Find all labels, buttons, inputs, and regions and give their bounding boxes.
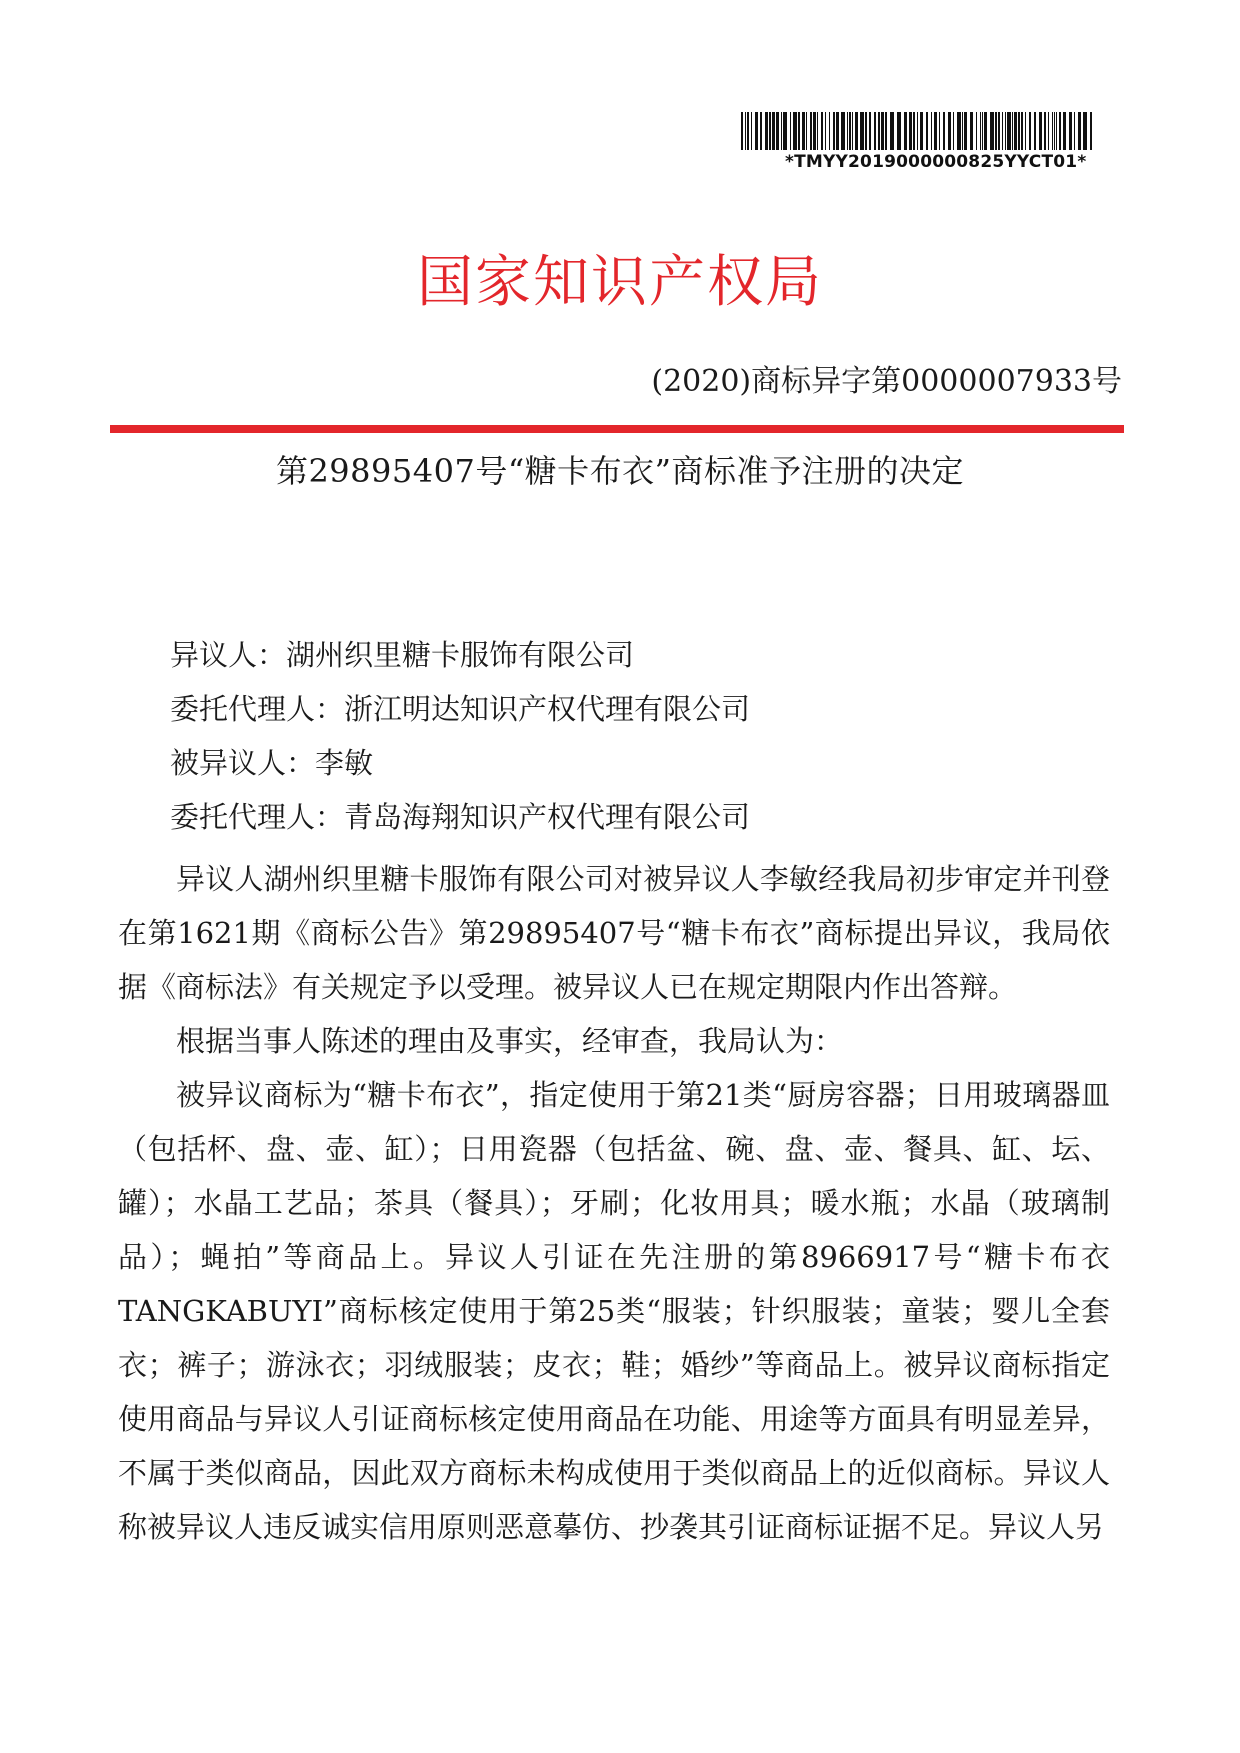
barcode-block bbox=[735, 112, 1105, 172]
party-opponent: 异议人：湖州织里糖卡服饰有限公司 bbox=[170, 638, 635, 672]
party-list bbox=[170, 638, 750, 854]
party-respondent: 被异议人：李敏 bbox=[170, 746, 374, 780]
barcode-code-text: *TMYY2019000000825YYCT01* bbox=[785, 152, 1087, 172]
party-opponent-agent: 委托代理人：浙江明达知识产权代理有限公司 bbox=[170, 692, 751, 726]
header-red-divider bbox=[110, 425, 1124, 433]
agency-name: 国家知识产权局 bbox=[417, 250, 823, 315]
party-respondent-agent: 委托代理人：青岛海翔知识产权代理有限公司 bbox=[170, 800, 751, 834]
paragraph-case-background: 异议人湖州织里糖卡服饰有限公司对被异议人李敏经我局初步审定并刊登在第1621期《商标公告》第29895407号“糖卡布衣”商标提出异议，我局依据《商标法》有关规定予以受理。被异议人已在规定期限内作出答辩。 bbox=[118, 862, 1110, 1004]
decision-body bbox=[118, 852, 1110, 1554]
barcode-image bbox=[741, 112, 1093, 150]
paragraph-analysis: 被异议商标为“糖卡布衣”，指定使用于第21类“厨房容器；日用玻璃器皿（包括杯、盘、壶、缸）；日用瓷器（包括盆、碗、盘、壶、餐具、缸、坛、罐）；水晶工艺品；茶具（餐具）；牙刷；化妆用具；暖水瓶；水晶（玻璃制品）；蝇拍”等商品上。异议人引证在先注册的第8966917号“糖卡布衣TANGKABUYI”商标核定使用于第25类“服装；针织服装；童装；婴儿全套衣；裤子；游泳衣；羽绒服装；皮衣；鞋；婚纱”等商品上。被异议商标指定使用商品与异议人引证商标核定使用商品在功能、用途等方面具有明显差异，不属于类似商品，因此双方商标未构成使用于类似商品上的近似商标。异议人称被异议人违反诚实信用原则恶意摹仿、抄袭其引证商标证据不足。异议人另 bbox=[118, 1078, 1110, 1544]
paragraph-review-intro: 根据当事人陈述的理由及事实，经审查，我局认为： bbox=[176, 1024, 844, 1058]
document-number: (2020)商标异字第0000007933号 bbox=[651, 364, 1122, 399]
decision-title: 第29895407号“糖卡布衣”商标准予注册的决定 bbox=[275, 452, 965, 490]
